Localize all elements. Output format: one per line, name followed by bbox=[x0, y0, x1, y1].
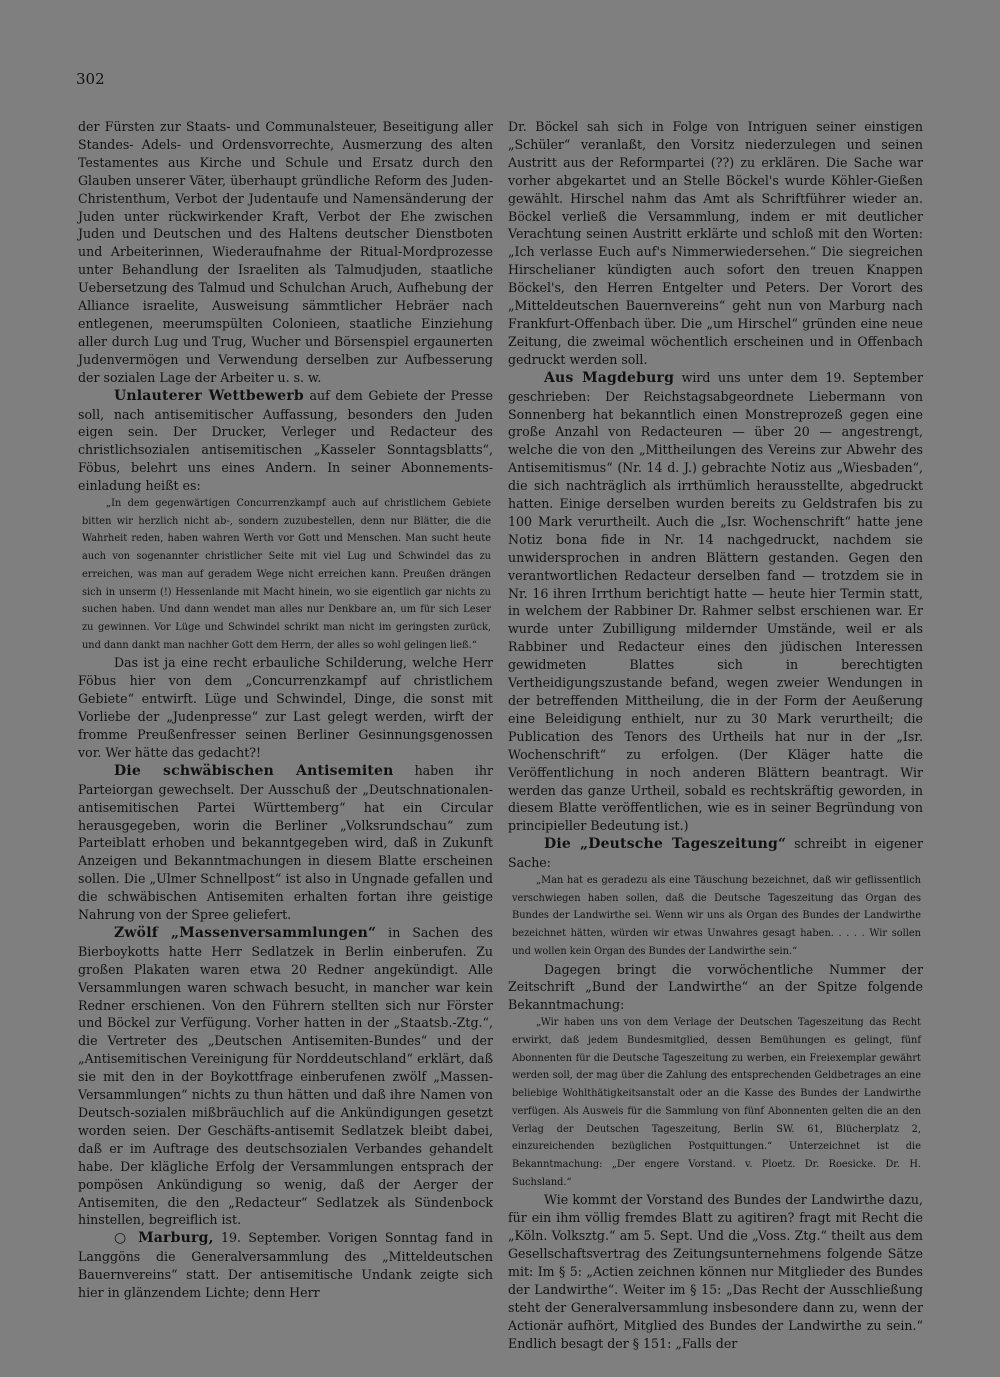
article-paragraph bbox=[78, 387, 493, 495]
paragraph-text: „Man hat es geradezu als eine Täuschung bezeichnet, daß wir geflissentlich verschwiegen haben sollen, daß die Deutsche Tageszeitung das Organ des Bundes der Landwirthe sei. Wenn wir uns als Organ des Bundes der Landwirthe bezeichnet hätten, würden wir etwas Unwahres gesagt haben. . . . . Wir sollen und wollen kein Organ des Bundes der Landwirthe sein.“ bbox=[512, 875, 921, 957]
quote-paragraph bbox=[508, 872, 923, 961]
article-paragraph bbox=[508, 369, 923, 836]
quote-paragraph bbox=[78, 495, 493, 654]
article-heading: Unlauterer Wettbewerb bbox=[114, 387, 304, 404]
left-column bbox=[78, 118, 493, 1302]
paragraph-text: Das ist ja eine recht erbauliche Schilderung, welche Herr Föbus hier von dem „Concurrenzkampf auf christlichem Gebiete“ entwirft. Lüge und Schwindel, Dinge, die sonst mit Vorliebe der „Judenpresse“ zur Last gelegt werden, wirft der fromme Preußenfresser seinen Berliner Gesinnungsgenossen vor. Wer hätte das gedacht?! bbox=[78, 655, 493, 760]
article-paragraph bbox=[508, 835, 923, 872]
paragraph-text: „In dem gegenwärtigen Concurrenzkampf auch auf christlichem Gebiete bitten wir herzlich nicht ab-, sondern zuzubestellen, denn nur Blätter, die die Wahrheit reden, haben wahren Werth vor Gott und Menschen. Man sucht heute auch von sogenannter christlicher Seite mit viel Lug und Schwindel das zu erreichen, was man auf geradem Wege nicht erreichen kann. Preußen drängen sich in unserm (!) Hessenlande mit Macht hinein, wo sie eigentlich gar nichts zu suchen haben. Und dann wendet man alles nur Denkbare an, um für sich Leser zu gewinnen. Vor Lüge und Schwindel schrikt man nicht im geringsten zurück, und dann dankt man nachher Gott dem Herrn, der alles so wohl gelingen ließ.“ bbox=[82, 498, 491, 651]
paragraph-text: Wie kommt der Vorstand des Bundes der Landwirthe dazu, für ein ihm völlig fremdes Blatt zu agitiren? fragt mit Recht die „Köln. Volksztg.“ am 5. Sept. Und die „Voss. Ztg.“ theilt aus dem Gesellschaftsvertrag des Zeitungsunternehmens folgende Sätze mit: Im § 5: „Actien zeichnen können nur Mitglieder des Bundes der Landwirthe“. Weiter im § 15: „Das Recht der Ausschließung steht der Generalversammlung insbesondere dann zu, wenn der Actionär aufhört, Mitglied des Bundes der Landwirthe zu sein.“ Endlich besagt der § 151: „Falls der bbox=[508, 1192, 923, 1351]
article-paragraph bbox=[78, 654, 493, 761]
article-heading: ○ Marburg, bbox=[114, 1230, 214, 1247]
article-paragraph bbox=[508, 1191, 923, 1352]
article-heading: Aus Magdeburg bbox=[544, 369, 675, 386]
paragraph-text: schreibt in eigener Sache: bbox=[508, 836, 923, 871]
article-paragraph bbox=[508, 118, 923, 369]
paragraph-text: Dagegen bringt die vorwöchentliche Nummer der Zeitschrift „Bund der Landwirthe“ an der Spitze folgende Bekanntmachung: bbox=[508, 961, 923, 1013]
page-number: 302 bbox=[76, 70, 105, 88]
article-paragraph bbox=[78, 1229, 493, 1302]
article-paragraph bbox=[78, 118, 493, 387]
right-column bbox=[508, 118, 923, 1352]
article-paragraph bbox=[78, 924, 493, 1229]
paragraph-text: „Wir haben uns von dem Verlage der Deutschen Tageszeitung das Recht erwirkt, daß jedem Bundesmitglied, dessen Bemühungen es gelingt, fünf Abonnenten für die Deutsche Tageszeitung zu werben, ein Freiexemplar gewährt werden soll, der mag über die Zahlung des entsprechenden Geldbetrages an eine beliebige Wohlthätigkeitsanstalt oder an die Kasse des Bundes der Landwirthe verfügen. Als Ausweis für die Sammlung von fünf Abonnenten gelten die an den Verlag der Deutschen Tageszeitung, Berlin SW. 61, Blücherplatz 2, einzureichenden bezüglichen Postquittungen.“ Unterzeichnet ist die Bekanntmachung: „Der engere Vorstand. v. Ploetz. Dr. Roesicke. Dr. H. Suchsland.“ bbox=[512, 1017, 921, 1188]
article-paragraph bbox=[78, 762, 493, 924]
article-heading: Die schwäbischen Antisemiten bbox=[114, 762, 394, 779]
paragraph-text: 19. September. Vorigen Sonntag fand in Langgöns die Generalversammlung des „Mitteldeutschen Bauernvereins“ statt. Der antisemitische Undank zeigte sich hier in glänzendem Lichte; denn Herr bbox=[78, 1230, 493, 1301]
paragraph-text: auf dem Gebiete der Presse soll, nach antisemitischer Auffassung, besonders den Juden eigen sein. Der Drucker, Verleger und Redacteur des christlichsozialen antisemitischen „Kasseler Sonntagsblatts“, Föbus, belehrt uns eines Andern. In seiner Abonnements-einladung heißt es: bbox=[78, 387, 493, 494]
article-heading: Zwölf „Massenversammlungen“ bbox=[114, 924, 377, 941]
paragraph-text: der Fürsten zur Staats- und Communalsteuer, Beseitigung aller Standes- Adels- und Ordensvorrechte, Ausmerzung des alten Testamentes aus Kirche und Schule und Ersatz durch den Glauben unserer Väter, überhaupt gründliche Reform des Juden-Christenthum, Verbot der Judentaufe und Namensänderung der Juden unter rückwirkender Kraft, Verbot der Ehe zwischen Juden und Deutschen und des Haltens deutscher Dienstboten und Arbeiterinnen, Wiederaufnahme der Ritual-Mordprozesse unter Behandlung der Israeliten als Talmudjuden, staatliche Uebersetzung des Talmud und Schulchan Aruch, Aufhebung der Alliance israelite, Ausweisung sämmtlicher Hebräer nach entlegenen, meerumspülten Colonieen, staatliche Einziehung aller durch Lug und Trug, Wucher und Börsenspiel ergaunerten Judenvermögen und Verwendung derselben zur Aufbesserung der sozialen Lage der Arbeiter u. s. w. bbox=[78, 119, 493, 385]
quote-paragraph bbox=[508, 1014, 923, 1191]
paragraph-text: Dr. Böckel sah sich in Folge von Intriguen seiner einstigen „Schüler“ veranlaßt, den Vorsitz niederzulegen und seinen Austritt aus der Reformpartei (??) zu erklären. Die Sache war vorher abgekartet und an Stelle Böckel's wurde Köhler-Gießen gewählt. Hirschel nahm das Amt als Schriftführer wieder an. Böckel verließ die Versammlung, indem er mit deutlicher Verachtung seinen Austritt erklärte und schloß mit den Worten: „Ich verlasse Euch auf's Nimmerwiedersehen.“ Die siegreichen Hirschelianer kündigten auch sofort den treuen Knappen Böckel's, den Herren Entgelter und Peters. Der Vorort des „Mitteldeutschen Bauernvereins“ geht nun von Marburg nach Frankfurt-Offenbach über. Die „um Hirschel“ gründen eine neue Zeitung, die zweimal wöchentlich erscheinen und in Offenbach gedruckt werden soll. bbox=[508, 119, 923, 367]
article-heading: Die „Deutsche Tageszeitung“ bbox=[544, 836, 787, 853]
article-paragraph bbox=[508, 961, 923, 1015]
paragraph-text: wird uns unter dem 19. September geschrieben: Der Reichstagsabgeordnete Liebermann von Sonnenberg hat bekanntlich einen Monstreprozeß gegen eine große Anzahl von Redacteuren — über 20 — angestrengt, welche die von den „Mittheilungen des Vereins zur Abwehr des Antisemitismus“ (Nr. 14 d. J.) gebrachte Notiz aus „Wiesbaden“, die sich nachträglich als irrthümlich herausstellte, abgedruckt hatten. Einige derselben wurden bereits zu Geldstrafen bis zu 100 Mark verurtheilt. Auch die „Isr. Wochenschrift“ hatte jene Notiz bona fide in Nr. 14 nachgedruckt, nachdem sie unwidersprochen in andren Blättern gestanden. Gegen den verantwortlichen Redacteur derselben fand — trotzdem sie in Nr. 16 ihren Irrthum berichtigt hatte — heute hier Termin statt, in welchem der Rabbiner Dr. Rahmer selbst erschienen war. Er wurde unter Zubilligung mildernder Umstände, weil er als Rabbiner und Redacteur eines den jüdischen Interessen gewidmeten Blattes sich in berechtigten Vertheidigungszustande befand, wegen zweier Wendungen in der betreffenden Mittheilung, die in der Form der Aeußerung eine Beleidigung enthielt, nur zu 30 Mark verurtheilt; die Publication des Tenors des Urtheils hat nur in der „Isr. Wochenschrift“ zu erfolgen. (Der Kläger hatte die Veröffentlichung in noch anderen Blättern beantragt. Wir werden das ganze Urtheil, sobald es rechtskräftig geworden, in diesem Blatte veröffentlichen, wie es in seiner Begründung von principieller Bedeutung ist.) bbox=[508, 369, 923, 834]
paragraph-text: haben ihr Parteiorgan gewechselt. Der Ausschuß der „Deutschnationalen-antisemitischen Partei Württemberg“ hat ein Circular herausgegeben, worin die Berliner „Volksrundschau“ zum Parteiblatt erhoben und bekanntgegeben wird, daß in Zukunft Anzeigen und Bekanntmachungen in diesem Blatte erscheinen sollen. Die „Ulmer Schnellpost“ ist also in Ungnade gefallen und die schwäbischen Antisemiten erhalten fortan ihre geistige Nahrung von der Spree geliefert. bbox=[78, 762, 493, 923]
paragraph-text: in Sachen des Bierboykotts hatte Herr Sedlatzek in Berlin einberufen. Zu großen Plakaten waren etwa 20 Redner angekündigt. Alle Versammlungen waren schwach besucht, in mancher war kein Redner erschienen. Von den Führern stellten sich nur Förster und Böckel zur Verfügung. Vorher hatten in der „Staatsb.-Ztg.“, die Vertreter des „Deutschen Antisemiten-Bundes“ und der „Antisemitischen Vereinigung für Norddeutschland“ erklärt, daß sie mit den in der Boykottfrage einberufenen zwölf „Massen-Versammlungen“ nichts zu thun hätten und daß ihre Namen von Deutsch-sozialen mißbräuchlich auf die Ankündigungen gesetzt worden seien. Der Geschäfts-antisemit Sedlatzek bleibt dabei, daß er im Auftrage des deutschsozialen Verbandes gehandelt habe. Der klägliche Erfolg der Versammlungen entsprach der pompösen Ankündigung so wenig, daß der Aerger der Antisemiten, die den „Redacteur“ Sedlatzek als Sündenbock hinstellen, begreiflich ist. bbox=[78, 924, 494, 1228]
